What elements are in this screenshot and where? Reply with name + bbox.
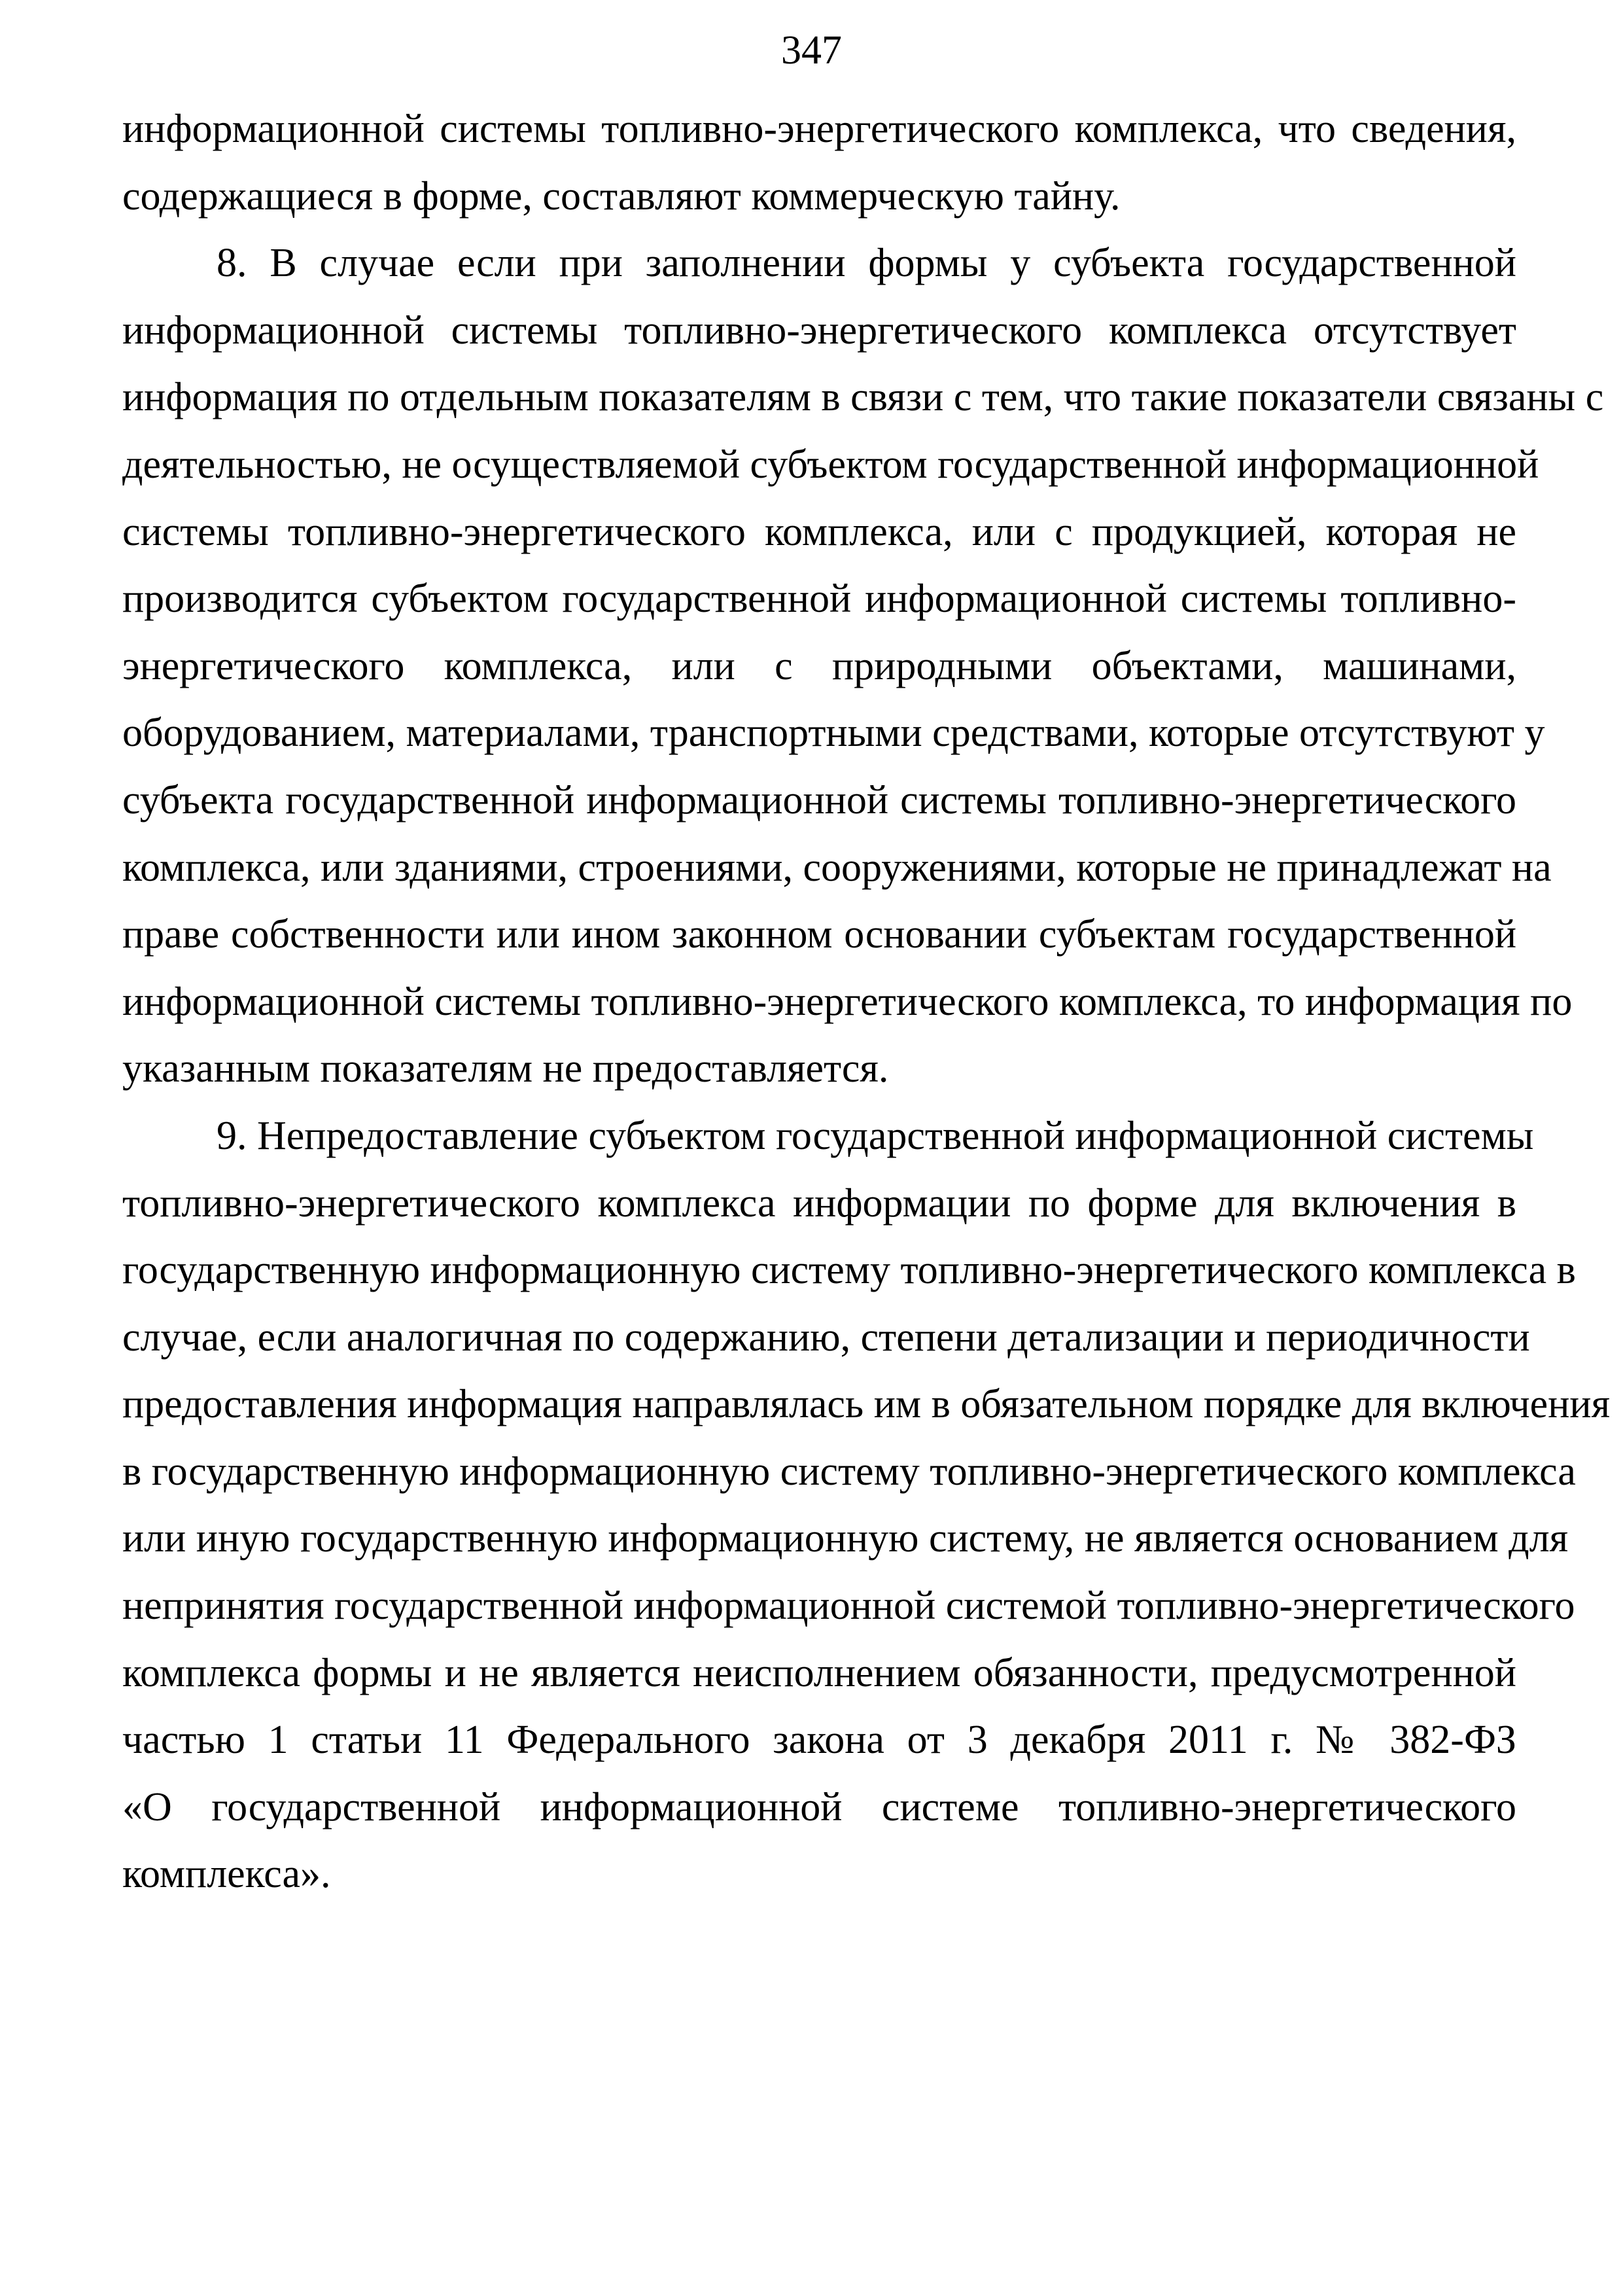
text-line: комплекса». <box>122 1852 331 1897</box>
text-line: непринятия государственной информационной системой топливно-энергетического <box>122 1583 1575 1629</box>
text-line: топливно-энергетического комплекса информации по форме для включения в <box>122 1180 1516 1226</box>
text-line: системы топливно-энергетического комплекса, или с продукцией, которая не <box>122 509 1516 554</box>
text-line: информационной системы топливно-энергетического комплекса, что сведения, <box>122 107 1516 151</box>
text-line: комплекса, или зданиями, строениями, сооружениями, которые не принадлежат на <box>122 845 1552 890</box>
text-line: оборудованием, материалами, транспортными средствами, которые отсутствуют у <box>122 711 1545 756</box>
text-line: 8. В случае если при заполнении формы у субъекта государственной <box>217 241 1516 286</box>
page-number: 347 <box>781 28 842 73</box>
document-body <box>122 96 1611 1908</box>
text-line: субъекта государственной информационной системы топливно-энергетического <box>122 777 1516 822</box>
text-line: производится субъектом государственной информационной системы топливно- <box>122 576 1516 622</box>
text-line: «О государственной информационной системе топливно-энергетического <box>122 1784 1516 1829</box>
text-line: в государственную информационную систему топливно-энергетического комплекса <box>122 1449 1576 1494</box>
text-line: энергетического комплекса, или с природными объектами, машинами, <box>122 643 1516 688</box>
text-line: деятельностью, не осуществляемой субъектом государственной информационной <box>122 442 1539 487</box>
text-line: информационной системы топливно-энергетического комплекса, то информация по <box>122 979 1573 1024</box>
paragraph-9 <box>122 1103 1611 1908</box>
paragraph-8 <box>122 230 1604 1103</box>
text-line: или иную государственную информационную систему, не является основанием для <box>122 1516 1569 1561</box>
text-line: комплекса формы и не является неисполнением обязанности, предусмотренной <box>122 1650 1516 1695</box>
text-line: содержащиеся в форме, составляют коммерческую тайну. <box>122 173 1121 219</box>
text-line: предоставления информация направлялась им в обязательном порядке для включения <box>122 1382 1611 1427</box>
text-line: случае, если аналогичная по содержанию, степени детализации и периодичности <box>122 1315 1530 1360</box>
paragraph-continuation <box>122 96 1516 230</box>
text-line: информация по отдельным показателям в связи с тем, что такие показатели связаны с <box>122 375 1604 420</box>
text-line: частью 1 статьи 11 Федерального закона от 3 декабря 2011 г. № 382-ФЗ <box>122 1718 1516 1763</box>
text-line: 9. Непредоставление субъектом государственной информационной системы <box>217 1113 1534 1158</box>
text-line: указанным показателям не предоставляется. <box>122 1046 889 1091</box>
text-line: информационной системы топливно-энергетического комплекса отсутствует <box>122 308 1516 353</box>
text-line: праве собственности или ином законном основании субъектам государственной <box>122 912 1516 957</box>
text-line: государственную информационную систему топливно-энергетического комплекса в <box>122 1248 1576 1293</box>
